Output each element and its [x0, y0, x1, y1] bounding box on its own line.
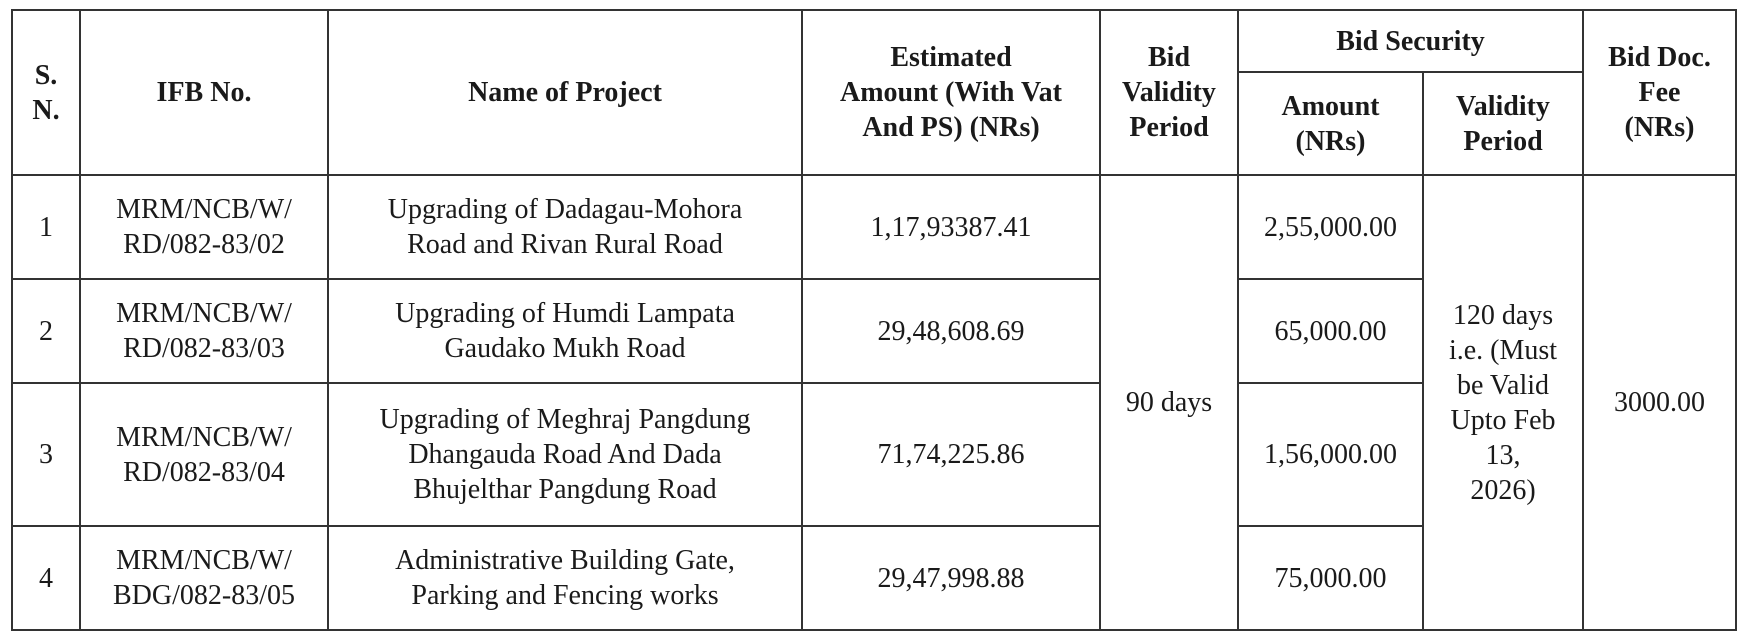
cell-estimated-amount: 29,47,998.88	[802, 526, 1100, 630]
cell-ifb-no: MRM/NCB/W/ RD/082-83/03	[80, 279, 328, 383]
cell-security-amount: 75,000.00	[1238, 526, 1423, 630]
cell-security-amount: 65,000.00	[1238, 279, 1423, 383]
cell-ifb-no: MRM/NCB/W/ BDG/082-83/05	[80, 526, 328, 630]
header-bid-security: Bid Security	[1238, 10, 1583, 72]
cell-project-name: Upgrading of Meghraj Pangdung Dhangauda Road And Dada Bhujelthar Pangdung Road	[328, 383, 802, 526]
header-estimated-amount: Estimated Amount (With Vat And PS) (NRs)	[802, 10, 1100, 175]
header-bid-validity-period: Bid Validity Period	[1100, 10, 1238, 175]
cell-ifb-no: MRM/NCB/W/ RD/082-83/02	[80, 175, 328, 279]
bid-notice-table	[11, 9, 1737, 631]
cell-security-validity: 120 days i.e. (Must be Valid Upto Feb 13, 2026)	[1423, 175, 1583, 630]
header-bid-doc-fee: Bid Doc. Fee (NRs)	[1583, 10, 1736, 175]
header-security-validity: Validity Period	[1423, 72, 1583, 175]
cell-project-name: Upgrading of Humdi Lampata Gaudako Mukh Road	[328, 279, 802, 383]
cell-sn: 4	[12, 526, 80, 630]
cell-bid-validity-period: 90 days	[1100, 175, 1238, 630]
cell-sn: 3	[12, 383, 80, 526]
cell-security-amount: 2,55,000.00	[1238, 175, 1423, 279]
cell-ifb-no: MRM/NCB/W/ RD/082-83/04	[80, 383, 328, 526]
cell-project-name: Upgrading of Dadagau-Mohora Road and Rivan Rural Road	[328, 175, 802, 279]
header-security-amount: Amount (NRs)	[1238, 72, 1423, 175]
cell-estimated-amount: 71,74,225.86	[802, 383, 1100, 526]
cell-estimated-amount: 29,48,608.69	[802, 279, 1100, 383]
cell-bid-doc-fee: 3000.00	[1583, 175, 1736, 630]
table-row	[12, 175, 1736, 279]
header-ifb-no: IFB No.	[80, 10, 328, 175]
cell-sn: 2	[12, 279, 80, 383]
header-sn: S. N.	[12, 10, 80, 175]
cell-estimated-amount: 1,17,93387.41	[802, 175, 1100, 279]
cell-project-name: Administrative Building Gate, Parking and Fencing works	[328, 526, 802, 630]
header-project-name: Name of Project	[328, 10, 802, 175]
cell-security-amount: 1,56,000.00	[1238, 383, 1423, 526]
cell-sn: 1	[12, 175, 80, 279]
